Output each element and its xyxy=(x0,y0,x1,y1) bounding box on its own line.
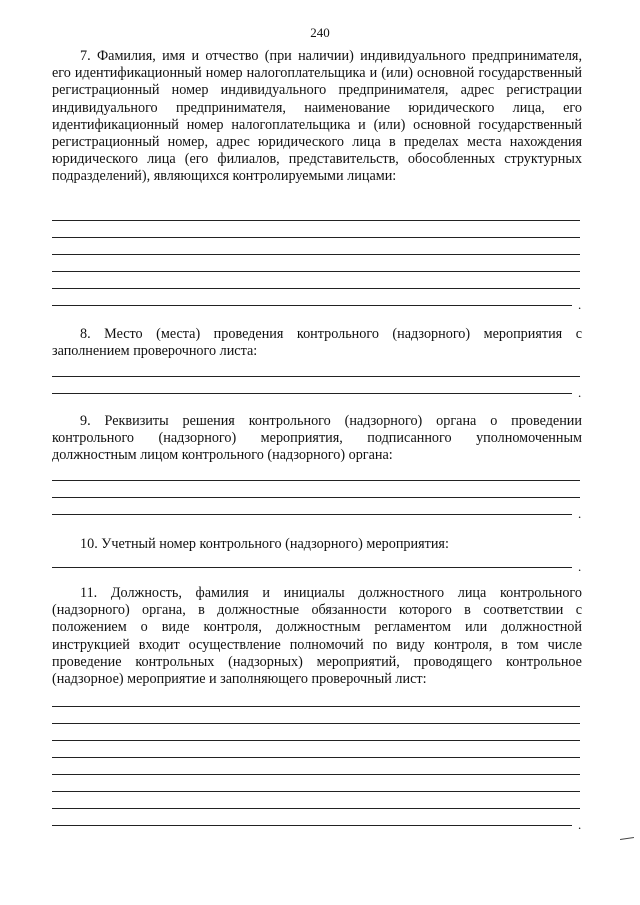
item-8-text: 8. Место (места) проведения контрольного (надзорного) мероприятия с заполнением проверочного листа: xyxy=(52,326,582,360)
item-10-text: 10. Учетный номер контрольного (надзорного) мероприятия: xyxy=(80,536,449,552)
item-8-end-mark: . xyxy=(578,385,582,400)
item-11-blank-line[interactable] xyxy=(52,723,580,724)
page-number: 240 xyxy=(310,25,330,40)
item-11-blank-line[interactable] xyxy=(52,825,572,826)
item-11-blank-line[interactable] xyxy=(52,791,580,792)
item-7-blank-line[interactable] xyxy=(52,220,580,221)
item-10-blank-line[interactable] xyxy=(52,567,572,568)
item-11-blank-line[interactable] xyxy=(52,740,580,741)
item-9-blank-line[interactable] xyxy=(52,480,580,481)
item-8-blank-line[interactable] xyxy=(52,376,580,377)
item-11-blank-line[interactable] xyxy=(52,808,580,809)
item-9-section xyxy=(52,413,582,521)
item-8-blank-line[interactable] xyxy=(52,393,572,394)
item-7-end-mark: . xyxy=(578,297,582,312)
item-11-blank-line[interactable] xyxy=(52,706,580,707)
item-7-text: 7. Фамилия, имя и отчество (при наличии) индивидуального предпринимателя, его идентификационный номер налогоплательщика и (или) основной государственный регистрационный номер индивидуального предпринимателя, адрес регистрации индивидуального предпринимателя, наименование юридического лица, его идентификационный номер налогоплательщика и (или) основной государственный регистрационный номер, адрес юридического лица в пределах места нахождения юридического лица (его филиалов, представительств, обособленных структурных подразделений), являющихся контролируемыми лицами: xyxy=(52,48,582,185)
item-7-section xyxy=(52,48,582,310)
item-7-blank-line[interactable] xyxy=(52,271,580,272)
item-11-end-mark: . xyxy=(578,817,582,832)
item-10-end-mark: . xyxy=(578,559,582,574)
item-9-blank-line[interactable] xyxy=(52,514,572,515)
item-10-section xyxy=(52,536,582,574)
item-8-section xyxy=(52,326,582,400)
item-7-blank-line[interactable] xyxy=(52,288,580,289)
margin-mark xyxy=(620,837,634,840)
item-9-blank-line[interactable] xyxy=(52,497,580,498)
item-11-text: 11. Должность, фамилия и инициалы должностного лица контрольного (надзорного) органа, в должностные обязанности которого в соответствии с положением о виде контроля, должностным регламентом или должностной инструкцией входит осуществление полномочий по виду контроля, в том числе проведение контрольных (надзорных) мероприятий, проводящего контрольное (надзорное) мероприятие и заполняющего проверочный лист: xyxy=(52,585,582,688)
item-7-blank-line[interactable] xyxy=(52,254,580,255)
item-11-section xyxy=(52,585,582,830)
item-7-blank-line[interactable] xyxy=(52,237,580,238)
item-11-blank-line[interactable] xyxy=(52,757,580,758)
item-11-blank-line[interactable] xyxy=(52,774,580,775)
item-7-blank-line[interactable] xyxy=(52,305,572,306)
item-9-text: 9. Реквизиты решения контрольного (надзорного) органа о проведении контрольного (надзорного) мероприятия, подписанного уполномоченным должностным лицом контрольного (надзорного) органа: xyxy=(52,413,582,464)
item-9-end-mark: . xyxy=(578,506,582,521)
